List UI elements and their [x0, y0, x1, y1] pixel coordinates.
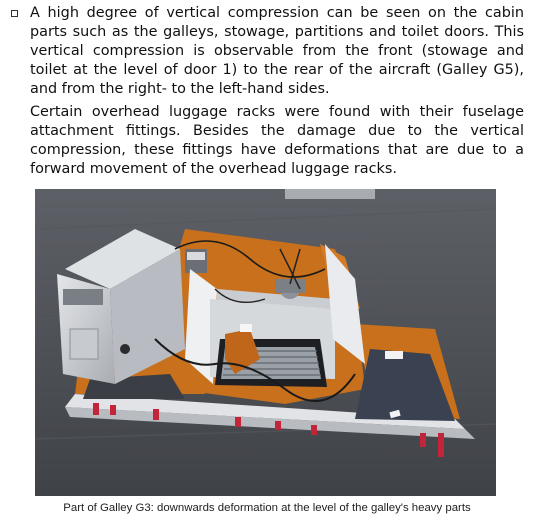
paragraph-vertical-compression: A high degree of vertical compression can be seen on the cabin parts such as the galleys, stowage, partitions and toilet doors. This vertical compression is observable from the front (stowage and toilet at the level of door 1) to the rear of the aircraft (Galley G5), and from the right- to the left-hand sides. — [30, 5, 524, 97]
galley-wreckage-photo — [35, 189, 496, 496]
paragraph-luggage-racks: Certain overhead luggage racks were found with their fuselage attachment fittings. Besides the damage due to the vertical compression, these fittings have deformations that are due to a forward movement of the overhead luggage racks. — [30, 104, 524, 177]
figure-caption: Part of Galley G3: downwards deformation at the level of the galley's heavy parts — [63, 502, 471, 514]
square-bullet-icon — [11, 10, 18, 17]
